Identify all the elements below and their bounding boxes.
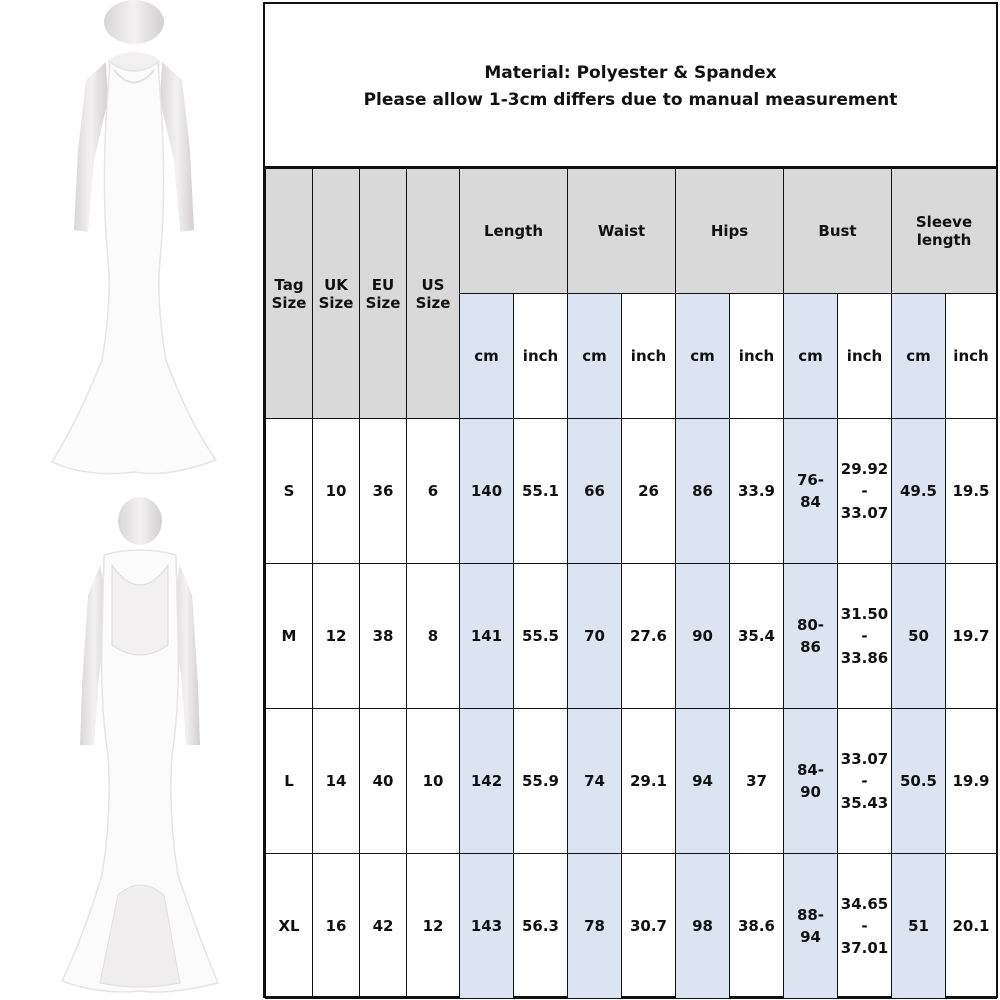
header-tag-size: Tag Size: [266, 169, 313, 419]
tag-size-cell: M: [266, 564, 313, 709]
bust-cm-cell: 88- 94: [784, 854, 838, 999]
header-hips: Hips: [676, 169, 784, 294]
length-inch-cell: 56.3: [514, 854, 568, 999]
sleeve-inch-cell: 19.9: [946, 709, 997, 854]
uk-size-cell: 14: [313, 709, 360, 854]
bust-inch-cell: 29.92 - 33.07: [838, 419, 892, 564]
size-chart: [263, 2, 998, 998]
length-cm-cell: 143: [460, 854, 514, 999]
size-chart-header: [265, 4, 996, 168]
unit-inch: inch: [730, 294, 784, 419]
hips-cm-cell: 90: [676, 564, 730, 709]
unit-inch: inch: [946, 294, 997, 419]
hips-inch-cell: 38.6: [730, 854, 784, 999]
unit-cm: cm: [676, 294, 730, 419]
waist-cm-cell: 66: [568, 419, 622, 564]
length-cm-cell: 142: [460, 709, 514, 854]
length-cm-cell: 141: [460, 564, 514, 709]
size-table: [265, 168, 997, 999]
product-photos: [0, 0, 263, 1000]
bust-cm-cell: 76- 84: [784, 419, 838, 564]
header-waist: Waist: [568, 169, 676, 294]
sleeve-inch-cell: 19.7: [946, 564, 997, 709]
length-inch-cell: 55.9: [514, 709, 568, 854]
table-row: [266, 419, 997, 564]
waist-cm-cell: 70: [568, 564, 622, 709]
table-row: [266, 709, 997, 854]
uk-size-cell: 10: [313, 419, 360, 564]
waist-cm-cell: 78: [568, 854, 622, 999]
dress-back-photo: [60, 495, 220, 995]
unit-inch: inch: [514, 294, 568, 419]
length-inch-cell: 55.5: [514, 564, 568, 709]
header-row-groups: [266, 169, 997, 294]
unit-cm: cm: [892, 294, 946, 419]
header-length: Length: [460, 169, 568, 294]
tag-size-cell: XL: [266, 854, 313, 999]
bust-inch-cell: 31.50 - 33.86: [838, 564, 892, 709]
eu-size-cell: 42: [360, 854, 407, 999]
table-row: [266, 564, 997, 709]
eu-size-cell: 36: [360, 419, 407, 564]
hips-inch-cell: 33.9: [730, 419, 784, 564]
waist-cm-cell: 74: [568, 709, 622, 854]
unit-cm: cm: [784, 294, 838, 419]
header-sleeve-length: Sleeve length: [892, 169, 997, 294]
hips-cm-cell: 94: [676, 709, 730, 854]
waist-inch-cell: 26: [622, 419, 676, 564]
unit-inch: inch: [838, 294, 892, 419]
uk-size-cell: 12: [313, 564, 360, 709]
material-line: Material: Polyester & Spandex: [484, 63, 777, 83]
eu-size-cell: 38: [360, 564, 407, 709]
sleeve-cm-cell: 50: [892, 564, 946, 709]
waist-inch-cell: 27.6: [622, 564, 676, 709]
sleeve-inch-cell: 19.5: [946, 419, 997, 564]
us-size-cell: 6: [407, 419, 460, 564]
header-us-size: US Size: [407, 169, 460, 419]
bust-cm-cell: 80- 86: [784, 564, 838, 709]
sleeve-cm-cell: 50.5: [892, 709, 946, 854]
header-uk-size: UK Size: [313, 169, 360, 419]
us-size-cell: 8: [407, 564, 460, 709]
hips-cm-cell: 98: [676, 854, 730, 999]
unit-inch: inch: [622, 294, 676, 419]
unit-cm: cm: [568, 294, 622, 419]
dress-front-photo: [48, 0, 218, 480]
bust-cm-cell: 84- 90: [784, 709, 838, 854]
tag-size-cell: L: [266, 709, 313, 854]
length-inch-cell: 55.1: [514, 419, 568, 564]
sleeve-cm-cell: 49.5: [892, 419, 946, 564]
header-eu-size: EU Size: [360, 169, 407, 419]
measurement-note: Please allow 1-3cm differs due to manual measurement: [363, 90, 898, 110]
bust-inch-cell: 33.07 - 35.43: [838, 709, 892, 854]
hips-cm-cell: 86: [676, 419, 730, 564]
bust-inch-cell: 34.65 - 37.01: [838, 854, 892, 999]
us-size-cell: 10: [407, 709, 460, 854]
hips-inch-cell: 37: [730, 709, 784, 854]
header-bust: Bust: [784, 169, 892, 294]
unit-cm: cm: [460, 294, 514, 419]
sleeve-inch-cell: 20.1: [946, 854, 997, 999]
length-cm-cell: 140: [460, 419, 514, 564]
table-row: [266, 854, 997, 999]
hips-inch-cell: 35.4: [730, 564, 784, 709]
waist-inch-cell: 30.7: [622, 854, 676, 999]
us-size-cell: 12: [407, 854, 460, 999]
eu-size-cell: 40: [360, 709, 407, 854]
waist-inch-cell: 29.1: [622, 709, 676, 854]
sleeve-cm-cell: 51: [892, 854, 946, 999]
uk-size-cell: 16: [313, 854, 360, 999]
tag-size-cell: S: [266, 419, 313, 564]
